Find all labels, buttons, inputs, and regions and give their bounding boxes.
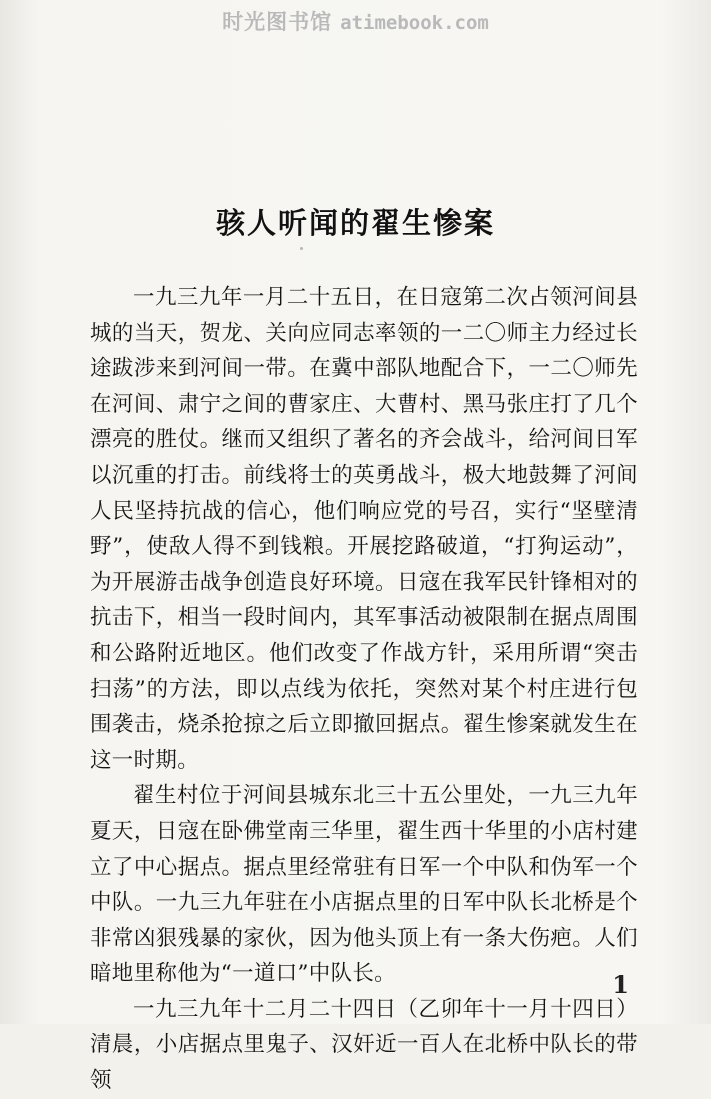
paragraph-2: 翟生村位于河间县城东北三十五公里处，一九三九年夏天，日寇在卧佛堂南三华里，翟生西十华里的小店村建立了中心据点。据点里经常驻有日军一个中队和伪军一个中队。一九三九年驻在小店据点里的日军中队长北桥是个非常凶狠残暴的家伙，因为他头顶上有一条大伤疤。人们暗地里称他为“一道口”中队长。 — [90, 783, 638, 987]
scan-speck — [300, 247, 303, 250]
paragraph-3: 一九三九年十二月二十四日（乙卯年十一月十四日）清晨，小店据点里鬼子、汉奸近一百人在北桥中队长的带领 — [90, 996, 638, 1094]
article-body — [90, 280, 638, 1099]
site-watermark — [0, 6, 711, 36]
scan-speck — [120, 870, 122, 872]
watermark-site-name: 时光图书馆 — [222, 10, 333, 34]
article-title: 骇人听闻的翟生惨案 — [215, 206, 495, 241]
watermark-url: atimebook.com — [340, 12, 489, 34]
page-number: 1 — [612, 970, 629, 999]
scan-speck — [560, 468, 562, 470]
paragraph-1: 一九三九年一月二十五日，在日寇第二次占领河间县城的当天，贺龙、关向应同志率领的一二〇师主力经过长途跋涉来到河间一带。在冀中部队地配合下，一二〇师先在河间、肃宁之间的曹家庄、大曹村、黑马张庄打了几个漂亮的胜仗。继而又组织了著名的齐会战斗，给河间日军以沉重的打击。前线将士的英勇战斗，极大地鼓舞了河间人民坚持抗战的信心，他们响应党的号召，实行“坚壁清野”，使敌人得不到钱粮。开展挖路破道，“打狗运动”，为开展游击战争创造良好环境。日寇在我军民针锋相对的抗击下，相当一段时间内，其军事活动被限制在据点周围和公路附近地区。他们改变了作战方针，采用所谓“突击扫荡”的方法，即以点线为依托，突然对某个村庄进行包围袭击，烧杀抢掠之后立即撤回据点。翟生惨案就发生在这一时期。 — [90, 285, 638, 773]
